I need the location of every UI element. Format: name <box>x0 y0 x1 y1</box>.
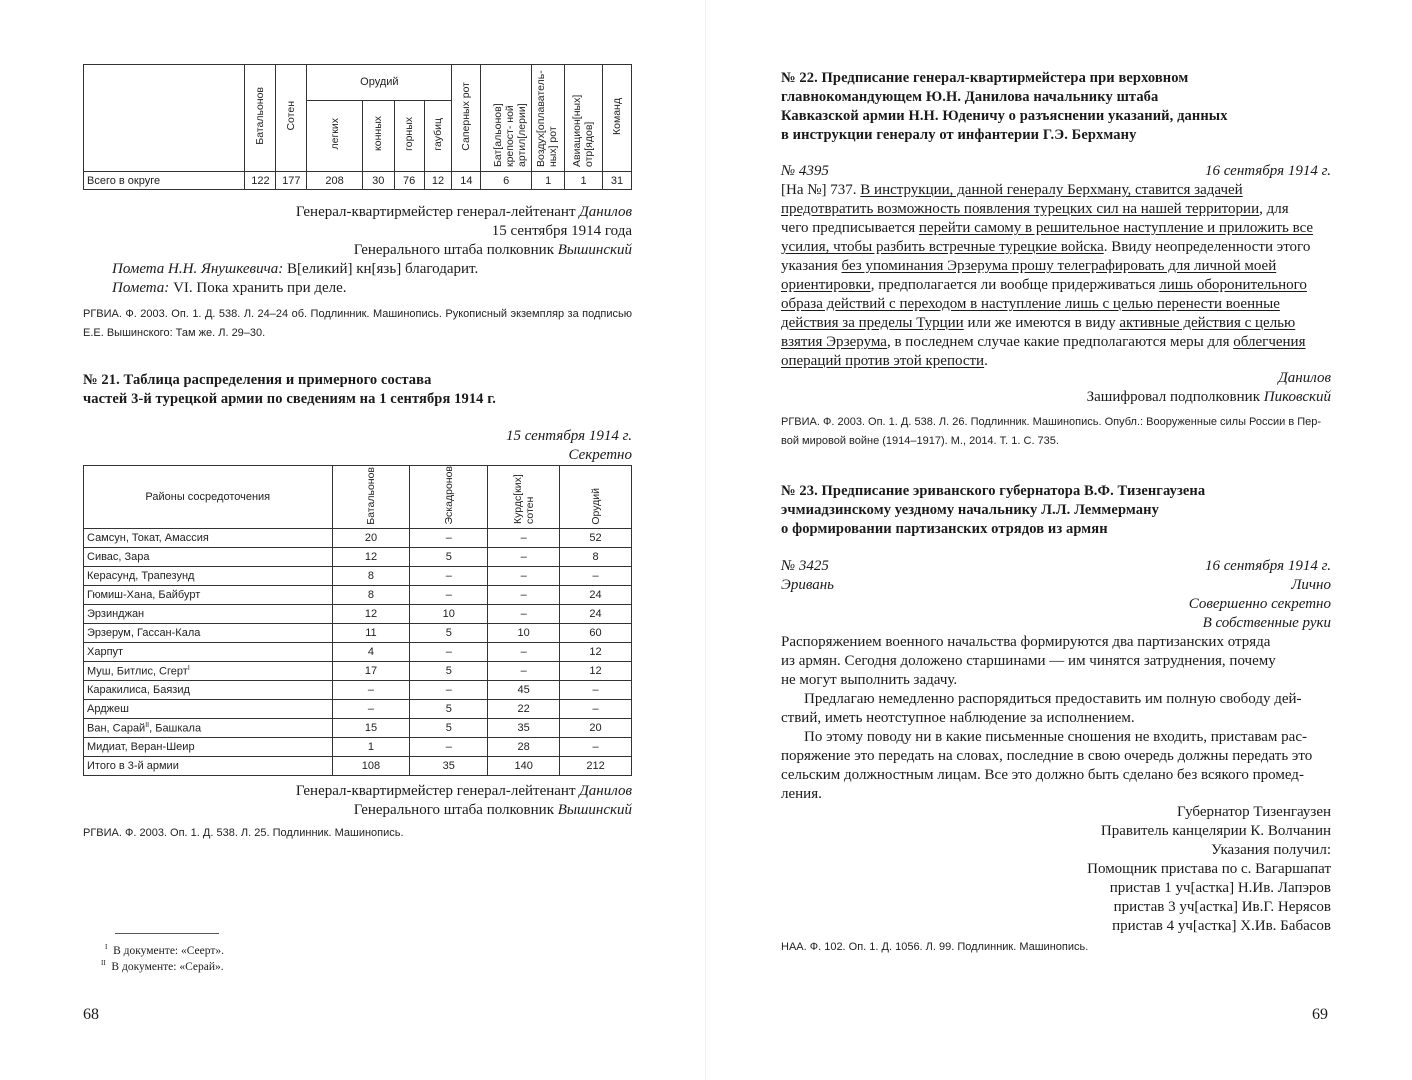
document-21-date: 15 сентября 1914 г. <box>505 428 632 444</box>
table1-header-sapper: Саперных рот <box>452 65 481 172</box>
table2-cell: 212 <box>560 757 632 776</box>
table2-district-cell: Итого в 3-й армии <box>84 757 333 776</box>
footnote-separator <box>115 933 219 934</box>
table2-district-cell: Ван, Сарай$^{II}$, Башкала <box>84 719 333 738</box>
table2-cell: 108 <box>332 757 410 776</box>
document-22-body <box>781 181 1336 371</box>
table2-row <box>84 567 632 586</box>
table2-row <box>84 605 632 624</box>
table2-cell: – <box>410 586 488 605</box>
table1-cell: 76 <box>394 172 424 190</box>
archive-source-2: РГВИА. Ф. 2003. Оп. 1. Д. 538. Л. 25. Подлинник. Машинопись. <box>83 827 404 839</box>
table1-row-label: Всего в округе <box>84 172 245 190</box>
table2-district-cell: Арджеш <box>84 700 333 719</box>
document-23-own-hands: В собственные руки <box>1202 615 1331 631</box>
table1-cell: 30 <box>362 172 394 190</box>
archive-source-1: РГВИА. Ф. 2003. Оп. 1. Д. 538. Л. 24–24 об. Подлинник. Машинопись. Рукописный экземпляр за подписью Е.Е. Вышинского: Там же. Л. 29–30. <box>83 308 632 339</box>
table1-header-howitzer: гаубиц <box>424 100 452 171</box>
table2-district-cell: Гюмиш-Хана, Байбурт <box>84 586 333 605</box>
note-general: Помета: VI. Пока хранить при деле. <box>112 280 347 296</box>
table2-district-cell: Мидиат, Веран-Шеир <box>84 738 333 757</box>
table2-header-battalions: Батальонов <box>332 466 410 529</box>
table2-cell: 4 <box>332 643 410 662</box>
table2-cell: – <box>488 662 560 681</box>
table2-district-cell: Эрзерум, Гассан-Кала <box>84 624 333 643</box>
table2-cell: – <box>488 548 560 567</box>
table1-cell: 14 <box>452 172 481 190</box>
page-number-left: 68 <box>83 1006 99 1023</box>
document-22-number: № 4395 <box>781 163 829 179</box>
table2-cell: 60 <box>560 624 632 643</box>
table2-cell: – <box>560 567 632 586</box>
table2-cell: – <box>410 681 488 700</box>
right-page <box>706 0 1412 1080</box>
table2-cell: – <box>410 643 488 662</box>
table2-cell: 22 <box>488 700 560 719</box>
archive-source-23: НАА. Ф. 102. Оп. 1. Д. 1056. Л. 99. Подлинник. Машинопись. <box>781 941 1089 953</box>
table1-header-guns-group: Орудий <box>307 65 452 101</box>
document-22-line: действия за пределы Турции или же имеются в виду активные действия с целью <box>781 315 1296 331</box>
table2-cell: 5 <box>410 624 488 643</box>
table1-header-horse: конных <box>362 100 394 171</box>
document-22-line: операций против этой крепости. <box>781 353 988 369</box>
table1-header-battalions: Батальонов <box>245 65 276 172</box>
table2-cell: – <box>488 567 560 586</box>
table1-header-fortress: Бат[альонов] крепост- ной артил[лерии] <box>481 65 532 172</box>
table2-row <box>84 681 632 700</box>
table2-row <box>84 643 632 662</box>
table2-header-district: Районы сосредоточения <box>84 466 333 529</box>
document-23-signatures: Губернатор Тизенгаузен Правитель канцелярии К. Волчанин Указания получил: Помощник пристава по с. Вагаршапат пристав 1 уч[астка] Н.Ив. Лапэров пристав 3 уч[астка] Ив.Г. Нерясов пристав 4 уч[астка] Х.Ив. Бабасов <box>1087 804 1331 934</box>
document-22-signatures <box>781 369 1331 407</box>
table2-cell: – <box>488 643 560 662</box>
document-23-header <box>781 557 1331 633</box>
table2-row <box>84 624 632 643</box>
table2-cell: 52 <box>560 529 632 548</box>
table2-cell: – <box>488 586 560 605</box>
document-22-line: чего предписывается перейти самому в решительное наступление и приложить все <box>781 220 1314 236</box>
table1-header-aero: Воздух[оплаватель- ных] рот <box>532 65 565 172</box>
table1-cell: 177 <box>276 172 307 190</box>
document-22-date: 16 сентября 1914 г. <box>1204 163 1331 179</box>
table2-cell: – <box>410 529 488 548</box>
table2-cell: 20 <box>332 529 410 548</box>
table2-cell: – <box>488 529 560 548</box>
table2-cell: 1 <box>332 738 410 757</box>
document-22-line: указания без упоминания Эрзерума прошу телеграфировать для личной моей <box>781 258 1277 274</box>
document-21-title: № 21. Таблица распределения и примерного состава частей 3-й турецкой армии по сведениям на 1 сентября 1914 г. <box>83 372 497 407</box>
table1-header-commands: Команд <box>603 65 632 172</box>
document-23-place: Эривань <box>781 577 834 593</box>
document-22-signer: Данилов <box>1278 370 1331 386</box>
table1-cell: 208 <box>307 172 363 190</box>
table2-cell: – <box>410 567 488 586</box>
table1-header-sotni: Сотен <box>276 65 307 172</box>
table1-cell: 1 <box>532 172 565 190</box>
table1-corner-cell <box>84 65 245 172</box>
table2-cell: 8 <box>560 548 632 567</box>
table2-cell: – <box>332 700 410 719</box>
document-21-secret: Секретно <box>568 447 632 463</box>
table2-cell: – <box>560 700 632 719</box>
table2-row <box>84 662 632 681</box>
signature-line: Генерального штаба полковник Вышинский <box>353 242 632 258</box>
table2-cell: 11 <box>332 624 410 643</box>
document-23-classification <box>1189 557 1331 633</box>
document-23-personal: Лично <box>1291 577 1331 593</box>
table2-cell: 45 <box>488 681 560 700</box>
table2-cell: 35 <box>488 719 560 738</box>
table2-cell: 28 <box>488 738 560 757</box>
table1-header-light: легких <box>307 100 363 171</box>
signature-line: Генерал-квартирмейстер генерал-лейтенант Данилов <box>295 204 632 220</box>
table1-cell: 1 <box>565 172 603 190</box>
table2-cell: 5 <box>410 662 488 681</box>
table2-cell: 12 <box>560 643 632 662</box>
table2-row <box>84 548 632 567</box>
table2-row <box>84 586 632 605</box>
signature-line: Генерального штаба полковник Вышинский <box>353 802 632 818</box>
table2-cell: 15 <box>332 719 410 738</box>
table2-header-kurd: Курдс[ких] сотен <box>488 466 560 529</box>
document-21-header <box>83 427 632 465</box>
table2-row <box>84 738 632 757</box>
document-22-line: предотвратить возможность появления турецких сил на нашей территории, для <box>781 201 1289 217</box>
footnote-1: $^I$ В документе: «Сеерт». <box>105 943 225 957</box>
table2-cell: 5 <box>410 700 488 719</box>
document-23-top-secret: Совершенно секретно <box>1188 596 1331 612</box>
table2-cell: 5 <box>410 548 488 567</box>
table2-cell: 5 <box>410 719 488 738</box>
table2-cell: 10 <box>488 624 560 643</box>
document-22-header <box>781 162 1331 181</box>
document-23-title: № 23. Предписание эриванского губернатора В.Ф. Тизенгаузена эчмиадзинскому уездному начальнику Л.Л. Леммерману о формировании партизанских отрядов из армян <box>781 483 1206 537</box>
table1-cell: 122 <box>245 172 276 190</box>
table2-cell: 12 <box>332 605 410 624</box>
table2-cell: 10 <box>410 605 488 624</box>
table2-cell: 8 <box>332 586 410 605</box>
document-22-title: № 22. Предписание генерал-квартирмейстера при верховном главнокомандующем Ю.Н. Данилова начальнику штаба Кавказской армии Н.Н. Юденичу о разъяснении указаний, данных в инструкции генералу от инфантерии Г.Э. Берхману <box>781 70 1228 143</box>
document-23-number: № 3425 <box>781 558 829 574</box>
table2-cell: 8 <box>332 567 410 586</box>
turkish-army-table <box>83 465 632 776</box>
footnote-2: $^{II}$ В документе: «Серай». <box>101 959 224 973</box>
document-23-date: 16 сентября 1914 г. <box>1204 558 1331 574</box>
archive-source-22: РГВИА. Ф. 2003. Оп. 1. Д. 538. Л. 26. Подлинник. Машинопись. Опубл.: Вооруженные силы России в Пер- вой мировой войне (1914–1917). М., 2014. Т. 1. С. 735. <box>781 416 1322 447</box>
document-22-cipher: Зашифровал подполковник Пиковский <box>1086 389 1331 405</box>
table1-cell: 6 <box>481 172 532 190</box>
document-22-line: взятия Эрзерума, в последнем случае какие предполагаются меры для облегчения <box>781 334 1306 350</box>
table2-row <box>84 719 632 738</box>
table2-district-cell: Каракилиса, Баязид <box>84 681 333 700</box>
table1-header-aviation: Авиацион[ных] отр[ядов] <box>565 65 603 172</box>
table2-district-cell: Эрзинджан <box>84 605 333 624</box>
table1-cell: 12 <box>424 172 452 190</box>
table2-header-guns: Орудий <box>560 466 632 529</box>
table2-district-cell: Керасунд, Трапезунд <box>84 567 333 586</box>
table2-cell: 17 <box>332 662 410 681</box>
page-number-right: 69 <box>1312 1006 1328 1023</box>
document-22-line: [На №] 737. В инструкции, данной генералу Берхману, ставится задачей <box>781 182 1243 198</box>
table2-row <box>84 757 632 776</box>
document-22-line: усилия, чтобы разбить встречные турецкие войска. Ввиду неопределенности этого <box>781 239 1311 255</box>
signature-block-1 <box>83 203 632 260</box>
document-22-line: ориентировки, предполагается ли вообще придерживаться лишь оборонительного <box>781 277 1307 293</box>
document-22-line: образа действий с переходом в наступление лишь с целью перенести военные <box>781 296 1280 312</box>
table2-cell: – <box>410 738 488 757</box>
document-23-body: Распоряжением военного начальства формируются два партизанских отряда из армян. Сегодня доложено старшинами — им чинятся затруднения, почему не могут выполнить задачу. Предлагаю немедленно распорядиться предоставить им полную свободу дей- ствий, иметь неотступное наблюдение за исполнением. По этому поводу ни в какие письменные сношения не входить, приставам рас- поряжение это передать на словах, последние в свою очередь должны передать это сельским должностным лицам. Все это должно быть сделано без всякого промед- ления. <box>781 634 1313 802</box>
table2-cell: 12 <box>332 548 410 567</box>
table1-header-mountain: горных <box>394 100 424 171</box>
table2-cell: – <box>488 605 560 624</box>
table2-cell: 12 <box>560 662 632 681</box>
table2-cell: 140 <box>488 757 560 776</box>
note-yanushkevich: Помета Н.Н. Янушкевича: В[еликий] кн[язь] благодарит. <box>112 261 479 277</box>
district-totals-table <box>83 64 632 190</box>
table2-district-cell: Сивас, Зара <box>84 548 333 567</box>
table2-header-squadrons: Эскадронов <box>410 466 488 529</box>
table2-cell: 24 <box>560 586 632 605</box>
table2-district-cell: Харпут <box>84 643 333 662</box>
table2-cell: 20 <box>560 719 632 738</box>
table2-row <box>84 529 632 548</box>
table2-cell: – <box>332 681 410 700</box>
table2-cell: – <box>560 681 632 700</box>
table2-district-cell: Самсун, Токат, Амассия <box>84 529 333 548</box>
table1-cell: 31 <box>603 172 632 190</box>
table2-district-cell: Муш, Битлис, Сгерт$^I$ <box>84 662 333 681</box>
table2-cell: 35 <box>410 757 488 776</box>
table2-row <box>84 700 632 719</box>
signature-block-2 <box>83 782 632 820</box>
table2-cell: 24 <box>560 605 632 624</box>
signature-line: Генерал-квартирмейстер генерал-лейтенант Данилов <box>295 783 632 799</box>
table1-total-row <box>84 172 632 190</box>
table2-cell: – <box>560 738 632 757</box>
signature-date: 15 сентября 1914 года <box>491 223 632 239</box>
